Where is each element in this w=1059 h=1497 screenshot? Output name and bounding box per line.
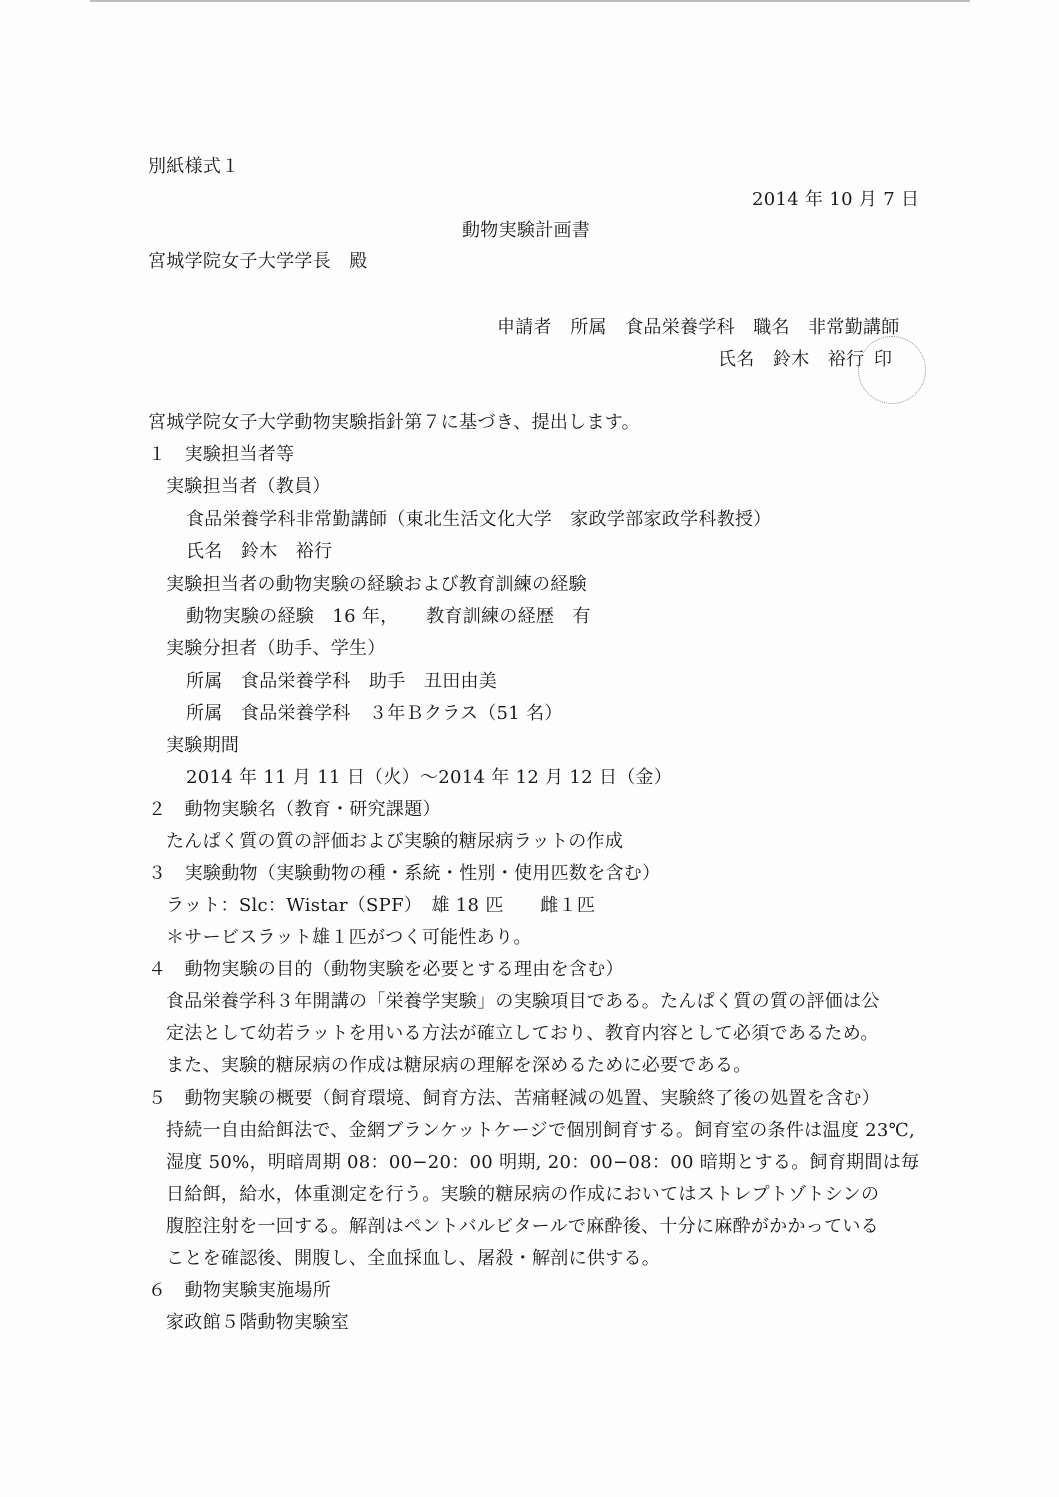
form-label: 別紙様式１: [148, 156, 240, 177]
section-5-line: 持続一自由給餌法で、金網ブランケットケージで個別飼育する。飼育室の条件は温度 23℃,: [166, 1120, 916, 1141]
section-5-line: 湿度 50%，明暗周期 08：00−20：00 明期, 20：00−08：00 暗期とする。飼育期間は毎: [166, 1152, 920, 1173]
section-1-line: 実験担当者の動物実験の経験および教育訓練の経験: [166, 574, 587, 595]
section-6-line: 家政館５階動物実験室: [166, 1312, 349, 1333]
scan-edge-line: [90, 0, 970, 2]
section-1-line: 実験期間: [166, 735, 240, 756]
section-4-heading: ４ 動物実験の目的（動物実験を必要とする理由を含む）: [148, 959, 624, 980]
section-2-line: たんぱく質の質の評価および実験的糖尿病ラットの作成: [166, 831, 624, 852]
document-date: 2014 年 10 月 7 日: [752, 189, 920, 210]
section-1-heading: １ 実験担当者等: [148, 444, 295, 465]
intro-text: 宮城学院女子大学動物実験指針第７に基づき、提出します。: [148, 412, 640, 433]
section-1-line: 実験分担者（助手、学生）: [166, 638, 386, 659]
section-5-line: ことを確認後、開腹し、全血採血し、屠殺・解剖に供する。: [166, 1248, 661, 1269]
seal-text: 印: [874, 349, 892, 370]
section-1-line: 2014 年 11 月 11 日（火）～2014 年 12 月 12 日（金）: [186, 767, 673, 788]
section-3-line: ＊サービスラット雄１匹がつく可能性あり。: [166, 927, 532, 948]
seal-mark: [858, 336, 926, 404]
section-5-line: 腹腔注射を一回する。解剖はペントバルビタールで麻酔後、十分に麻酔がかかっている: [166, 1216, 879, 1237]
applicant-name: 氏名 鈴木 裕行: [718, 349, 865, 370]
section-1-line: 実験担当者（教員）: [166, 476, 331, 497]
section-5-line: 日給餌，給水，体重測定を行う。実験的糖尿病の作成においてはストレプトゾトシンの: [166, 1184, 880, 1205]
section-1-line: 所属 食品栄養学科 ３年Ｂクラス（51 名）: [186, 703, 563, 724]
section-3-heading: ３ 実験動物（実験動物の種・系統・性別・使用匹数を含む）: [148, 863, 661, 884]
section-1-line: 動物実験の経験 16 年， 教育訓練の経歴 有: [186, 606, 591, 627]
document-title: 動物実験計画書: [462, 220, 591, 241]
section-1-line: 食品栄養学科非常勤講師（東北生活文化大学 家政学部家政学科教授）: [186, 509, 772, 530]
section-4-line: また、実験的糖尿病の作成は糖尿病の理解を深めるために必要である。: [166, 1055, 752, 1076]
section-4-line: 食品栄養学科３年開講の「栄養学実験」の実験項目である。たんぱく質の質の評価は公: [166, 991, 880, 1012]
section-3-line: ラット：Slc：Wistar（SPF） 雄 18 匹 雌１匹: [166, 895, 596, 916]
section-1-line: 所属 食品栄養学科 助手 丑田由美: [186, 671, 498, 692]
section-2-heading: ２ 動物実験名（教育・研究課題）: [148, 799, 441, 820]
section-1-line: 氏名 鈴木 裕行: [186, 541, 333, 562]
section-6-heading: ６ 動物実験実施場所: [148, 1280, 331, 1301]
section-4-line: 定法として幼若ラットを用いる方法が確立しており、教育内容として必須であるため。: [166, 1023, 879, 1044]
addressee: 宮城学院女子大学学長 殿: [148, 251, 368, 272]
applicant-affiliation: 申請者 所属 食品栄養学科 職名 非常勤講師: [497, 317, 900, 338]
section-5-heading: ５ 動物実験の概要（飼育環境、飼育方法、苦痛軽減の処置、実験終了後の処置を含む）: [148, 1088, 880, 1109]
